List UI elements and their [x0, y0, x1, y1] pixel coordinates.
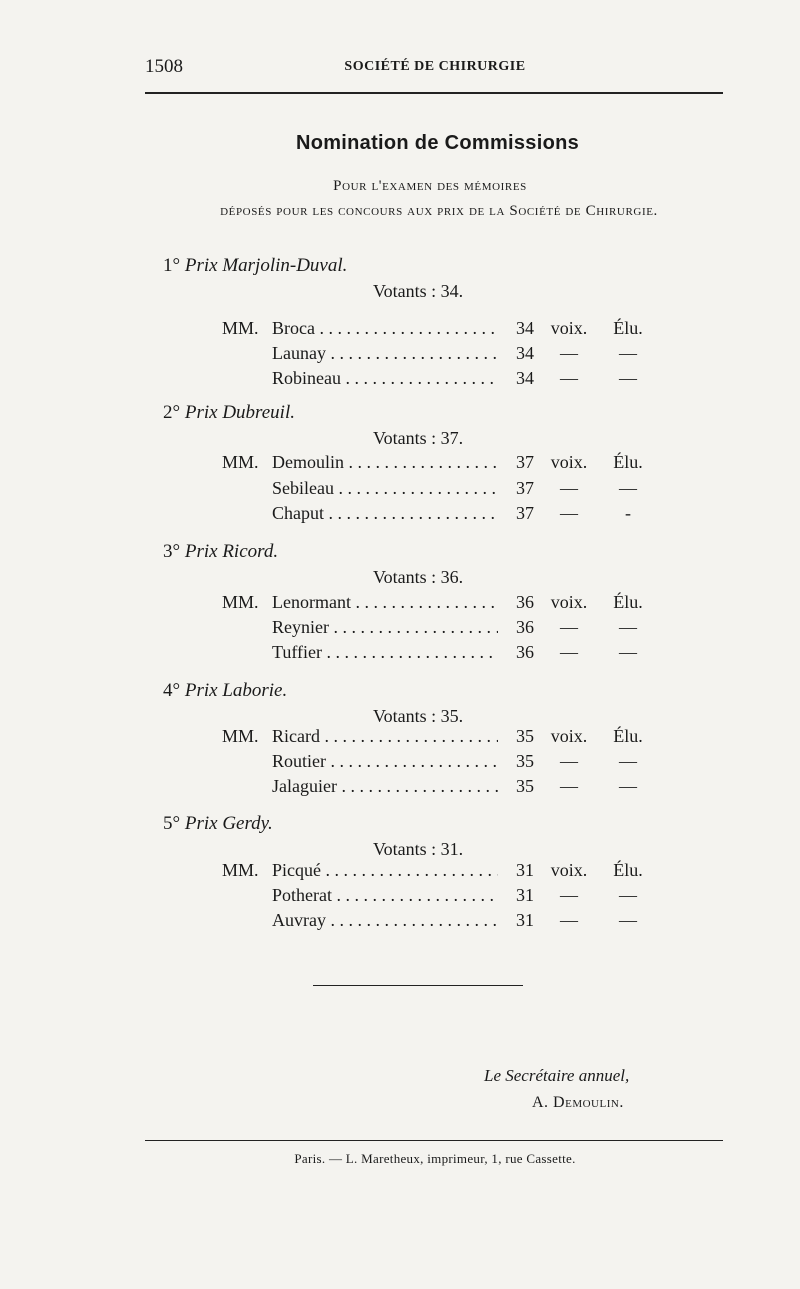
candidate-row	[0, 726, 800, 750]
printer-imprint: Paris. — L. Maretheux, imprimeur, 1, rue Cassette.	[294, 1151, 576, 1166]
footer-rule	[145, 1140, 723, 1141]
candidate-name: Robineau . . .	[272, 368, 498, 389]
candidate-row	[0, 642, 800, 666]
prize-title	[163, 541, 278, 563]
candidate-result: —	[619, 885, 637, 905]
candidate-result: -	[625, 503, 631, 523]
candidate-result: —	[619, 478, 637, 498]
candidate-name: Jalaguier . . .	[272, 776, 498, 797]
votants-count: Votants : 36.	[373, 567, 464, 587]
candidate-name: Auvray . . .	[272, 910, 498, 931]
candidate-result: Élu.	[613, 592, 643, 612]
candidate-result: Élu.	[613, 860, 643, 880]
prize-title	[163, 255, 347, 277]
candidate-voix: —	[560, 885, 578, 905]
prize-laborie	[0, 680, 800, 810]
journal-title: SOCIÉTÉ DE CHIRURGIE	[344, 59, 526, 74]
candidate-name: Potherat . . .	[272, 885, 498, 906]
running-head	[145, 56, 725, 80]
candidate-result: —	[619, 910, 637, 930]
candidate-votes: 37	[516, 503, 534, 523]
candidate-name: Tuffier . . .	[272, 642, 498, 663]
candidate-result: —	[619, 642, 637, 662]
section-title: Nomination de Commissions	[295, 132, 580, 154]
prize-number: 4°	[163, 680, 181, 701]
candidate-name: Reynier . . .	[272, 617, 498, 638]
candidate-name: Broca . . .	[272, 318, 498, 339]
section-subtitle-line-2: déposés pour les concours aux prix de la Société de Chirurgie.	[220, 203, 658, 219]
candidate-result: —	[619, 343, 637, 363]
candidate-name: Chaput . . .	[272, 503, 498, 524]
candidate-name: Demoulin . . .	[272, 452, 498, 473]
prize-title	[163, 813, 273, 835]
candidate-voix: voix.	[550, 860, 588, 880]
candidate-voix: voix.	[550, 452, 588, 472]
candidate-name: Sebileau . . .	[272, 478, 498, 499]
prize-number: 1°	[163, 255, 181, 276]
candidate-voix: —	[560, 751, 578, 771]
candidate-votes: 36	[516, 617, 534, 637]
candidate-voix: —	[560, 910, 578, 930]
candidate-voix: —	[560, 642, 578, 662]
candidate-votes: 35	[516, 751, 534, 771]
votants-count: Votants : 34.	[373, 281, 464, 301]
candidate-votes: 35	[516, 726, 534, 746]
candidate-votes: 34	[516, 343, 534, 363]
candidate-voix: —	[560, 503, 578, 523]
candidate-row	[0, 343, 800, 367]
candidate-name: Lenormant . . .	[272, 592, 498, 613]
candidate-voix: voix.	[550, 592, 588, 612]
prize-name: Prix Gerdy.	[184, 813, 273, 834]
candidate-votes: 31	[516, 910, 534, 930]
candidate-result: —	[619, 751, 637, 771]
candidate-prefix: MM.	[222, 452, 259, 472]
candidate-row	[0, 452, 800, 476]
prize-marjolin-duval	[0, 255, 800, 388]
candidate-name: Picqué . . .	[272, 860, 498, 881]
prize-number: 5°	[163, 813, 181, 834]
candidate-row	[0, 776, 800, 800]
candidate-voix: —	[560, 617, 578, 637]
prize-name: Prix Dubreuil.	[184, 402, 295, 423]
candidate-row	[0, 910, 800, 934]
candidate-result: Élu.	[613, 452, 643, 472]
candidate-result: —	[619, 617, 637, 637]
candidate-votes: 34	[516, 368, 534, 388]
candidate-result: —	[619, 368, 637, 388]
prize-dubreuil	[0, 402, 800, 532]
candidate-voix: —	[560, 368, 578, 388]
candidate-row	[0, 503, 800, 527]
candidate-name: Ricard . . .	[272, 726, 498, 747]
candidate-result: Élu.	[613, 726, 643, 746]
candidate-votes: 37	[516, 452, 534, 472]
prize-name: Prix Ricord.	[184, 541, 279, 562]
candidate-row	[0, 617, 800, 641]
page-number: 1508	[145, 56, 183, 77]
candidate-prefix: MM.	[222, 318, 259, 338]
candidate-voix: —	[560, 478, 578, 498]
candidate-name: Launay . . .	[272, 343, 498, 364]
header-rule	[145, 92, 723, 94]
prize-name: Prix Marjolin-Duval.	[184, 255, 348, 276]
prize-gerdy	[0, 813, 800, 943]
signature-name: A. Demoulin.	[532, 1094, 624, 1111]
candidate-prefix: MM.	[222, 592, 259, 612]
candidate-prefix: MM.	[222, 860, 259, 880]
candidate-votes: 35	[516, 776, 534, 796]
candidate-votes: 34	[516, 318, 534, 338]
prize-title	[163, 680, 287, 702]
candidate-row	[0, 592, 800, 616]
candidate-result: Élu.	[613, 318, 643, 338]
candidate-votes: 36	[516, 592, 534, 612]
candidate-votes: 37	[516, 478, 534, 498]
candidate-voix: voix.	[550, 318, 588, 338]
candidate-voix: voix.	[550, 726, 588, 746]
section-subtitle-line-1: Pour l'examen des mémoires	[333, 178, 527, 194]
candidate-row	[0, 318, 800, 342]
candidate-result: —	[619, 776, 637, 796]
candidate-voix: —	[560, 343, 578, 363]
candidate-votes: 31	[516, 860, 534, 880]
prize-ricord	[0, 541, 800, 671]
candidate-votes: 36	[516, 642, 534, 662]
prize-number: 2°	[163, 402, 181, 423]
votants-count: Votants : 37.	[373, 428, 464, 448]
prize-title	[163, 402, 295, 424]
candidate-prefix: MM.	[222, 726, 259, 746]
candidate-row	[0, 478, 800, 502]
candidate-row	[0, 751, 800, 775]
candidate-voix: —	[560, 776, 578, 796]
section-end-rule	[313, 985, 523, 986]
candidate-name: Routier . . .	[272, 751, 498, 772]
votants-count: Votants : 31.	[373, 839, 464, 859]
prize-number: 3°	[163, 541, 181, 562]
candidate-row	[0, 885, 800, 909]
candidate-row	[0, 368, 800, 392]
candidate-row	[0, 860, 800, 884]
votants-count: Votants : 35.	[373, 706, 464, 726]
candidate-votes: 31	[516, 885, 534, 905]
prize-name: Prix Laborie.	[184, 680, 288, 701]
signature-title: Le Secrétaire annuel,	[484, 1066, 630, 1085]
